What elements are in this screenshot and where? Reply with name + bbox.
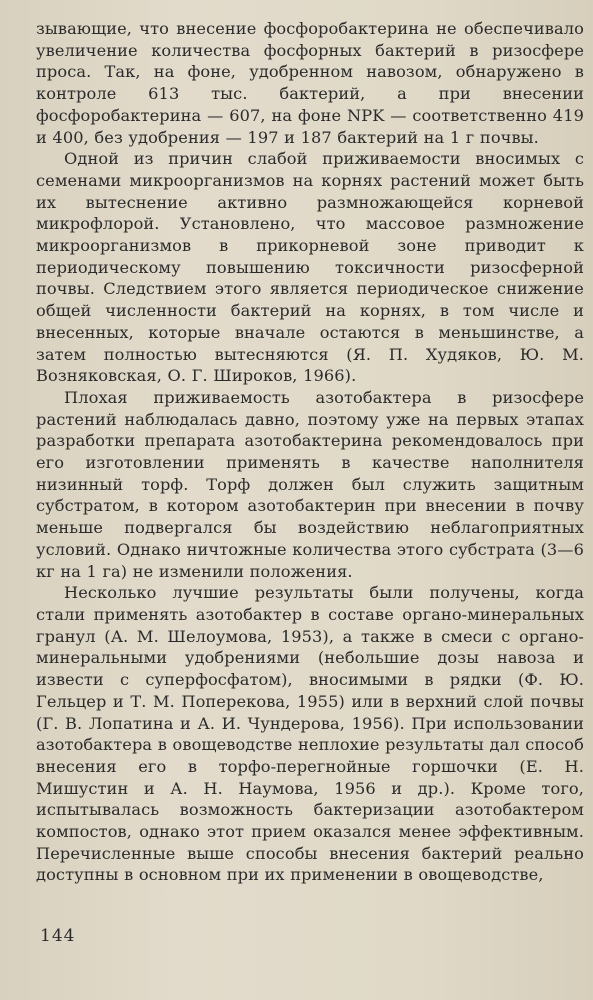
paragraph-1: зывающие, что внесение фосфоробактерина не обеспечивало увеличение количества фосфорных бактерий в ризосфере проса. Так, на фоне, удобренном навозом, обнаружено в контроле 613 тыс. бактерий, а при внесении фосфоробактерина — 607, на фоне NPK — соответственно 419 и 400, без удобрения — 197 и 187 бактерий на 1 г почвы.: [36, 19, 584, 147]
paragraph-3: Плохая приживаемость азотобактера в ризосфере растений наблюдалась давно, поэтому уже на первых этапах разработки препарата азотобактерина рекомендовалось при его изготовлении применять в качестве наполнителя низинный торф. Торф должен был служить защитным субстратом, в котором азотобактерин при внесении в почву меньше подвергался бы воздействию неблагоприятных условий. Однако ничтожные количества этого субстрата (3—6 кг на 1 га) не изменили положения.: [36, 387, 584, 581]
paragraph-2: Одной из причин слабой приживаемости вносимых с семенами микроорганизмов на корнях растений может быть их вытеснение активно размножающейся корневой микрофлорой. Установлено, что массовое размножение микроорганизмов в прикорневой зоне приводит к периодическому повышению токсичности ризосферной почвы. Следствием этого является периодическое снижение общей численности бактерий на корнях, в том числе и внесенных, которые вначале остаются в меньшинстве, а затем полностью вытесняются (Я. П. Худяков, Ю. М. Возняковская, О. Г. Широков, 1966).: [36, 149, 584, 386]
page-number: 144: [40, 926, 76, 946]
page-text: [36, 18, 584, 886]
paragraph-4: Несколько лучшие результаты были получены, когда стали применять азотобактер в составе органо-минеральных гранул (А. М. Шелоумова, 1953), а также в смеси с органо-минеральными удобрениями (небольшие дозы навоза и извести с суперфосфатом), вносимыми в рядки (Ф. Ю. Гельцер и Т. М. Поперекова, 1955) или в верхний слой почвы (Г. В. Лопатина и А. И. Чундерова, 1956). При использовании азотобактера в овощеводстве неплохие результаты дал способ внесения его в торфо-перегнойные горшочки (Е. Н. Мишустин и А. Н. Наумова, 1956 и др.). Кроме того, испытывалась возможность бактеризации азотобактером компостов, однако этот прием оказался менее эффективным. Перечисленные выше способы внесения бактерий реально доступны в основном при их применении в овощеводстве,: [36, 583, 584, 885]
